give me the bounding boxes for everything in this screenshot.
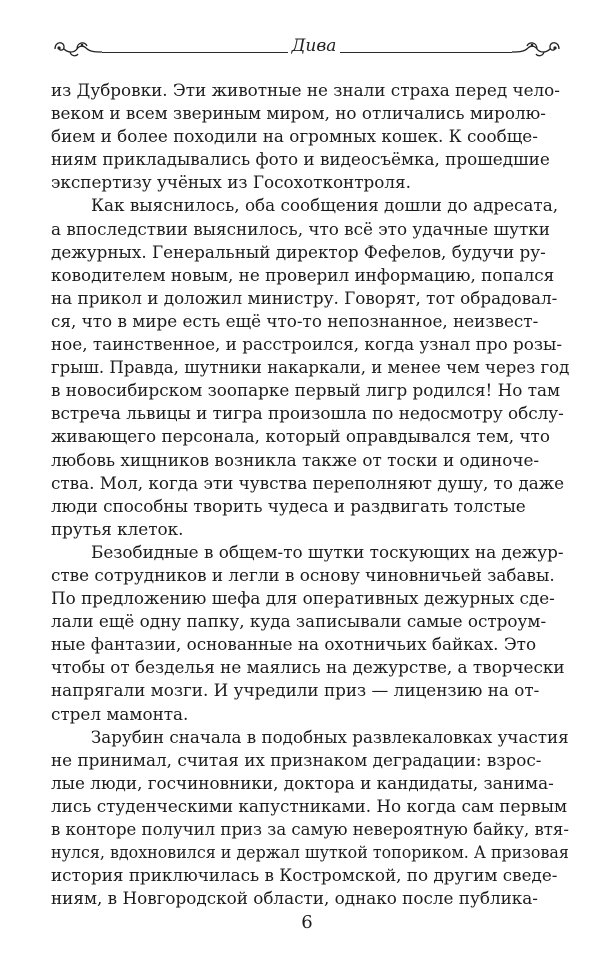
- text-line: а впоследствии выяснилось, что всё это удачные шутки: [51, 218, 550, 239]
- header-rule-left: [102, 52, 288, 53]
- text-line: встреча львицы и тигра произошла по недосмотру обслу-: [51, 403, 564, 424]
- text-line: чтобы от безделья не маялись на дежурстве, а творчески: [51, 657, 565, 678]
- page-number: 6: [301, 912, 313, 933]
- text-line: стрел мамонта.: [51, 703, 189, 724]
- text-line: ства. Мол, когда эти чувства переполняют душу, то даже: [51, 472, 565, 493]
- text-line: нулся, вдохновился и держал шуткой топориком. А призовая: [51, 842, 569, 863]
- text-line: Безобидные в общем-то шутки тоскующих на дежур-: [91, 541, 564, 562]
- running-header: [52, 30, 562, 64]
- text-line: лали ещё одну папку, куда записывали самые остроум-: [51, 611, 547, 632]
- text-line: Как выяснилось, оба сообщения дошли до адресата,: [91, 195, 559, 216]
- text-line: на прикол и доложил министру. Говорят, тот обрадовал-: [51, 287, 558, 308]
- text-line: прутья клеток.: [51, 518, 184, 539]
- scroll-ornament-icon: [52, 36, 102, 58]
- text-line: в конторе получил приз за самую невероятную байку, втя-: [51, 819, 569, 839]
- body-text: [51, 79, 569, 910]
- text-line: ниям, в Новгородской области, однако после публика-: [51, 888, 538, 909]
- text-line: ное, таинственное, и расстроился, когда узнал про розы-: [51, 334, 563, 355]
- text-line: экспертизу учёных из Госохотконтроля.: [51, 172, 411, 193]
- scroll-ornament-icon: [512, 36, 562, 58]
- text-line: любовь хищников возникла также от тоски и одиноче-: [51, 449, 540, 470]
- running-title: Дива: [291, 36, 337, 56]
- text-line: не принимал, считая их признаком деградации: взрос-: [51, 749, 542, 770]
- text-line: стве сотрудников и легли в основу чиновничьей забавы.: [51, 564, 555, 585]
- text-line: ниям прикладывались фото и видеосъёмка, прошедшие: [51, 149, 550, 170]
- text-line: Зарубин сначала в подобных развлекаловках участия: [90, 726, 569, 747]
- text-line: напрягали мозги. И учредили приз — лицензию на от-: [51, 680, 540, 701]
- text-line: По предложению шефа для оперативных дежурных сде-: [51, 588, 555, 609]
- text-line: дежурных. Генеральный директор Фефелов, будучи ру-: [51, 241, 546, 262]
- text-line: бием и более походили на огромных кошек. К сообще-: [51, 126, 538, 147]
- text-line: ководителем новым, не проверил информацию, попался: [51, 264, 555, 285]
- text-line: ся, что в мире есть ещё что-то непознанное, неизвест-: [51, 310, 539, 331]
- text-line: люди способны творить чудеса и раздвигать толстые: [51, 495, 526, 516]
- text-line: из Дубровки. Эти животные не знали страха перед чело-: [51, 80, 560, 100]
- text-line: лые люди, госчиновники, доктора и кандидаты, занима-: [51, 772, 554, 793]
- text-line: веком и всем звериным миром, но отличались миролю-: [51, 103, 546, 124]
- text-line: грыш. Правда, шутники накаркали, и менее чем через год: [51, 357, 570, 378]
- text-line: история приключилась в Костромской, по другим сведе-: [51, 865, 558, 886]
- header-rule-right: [340, 52, 512, 53]
- text-line: живающего персонала, который оправдывался тем, что: [51, 426, 550, 447]
- text-line: в новосибирском зоопарке первый лигр родился! Но там: [51, 380, 561, 401]
- text-line: ные фантазии, основанные на охотничьих байках. Это: [51, 634, 537, 655]
- text-line: лись студенческими капустниками. Но когда сам первым: [51, 795, 568, 816]
